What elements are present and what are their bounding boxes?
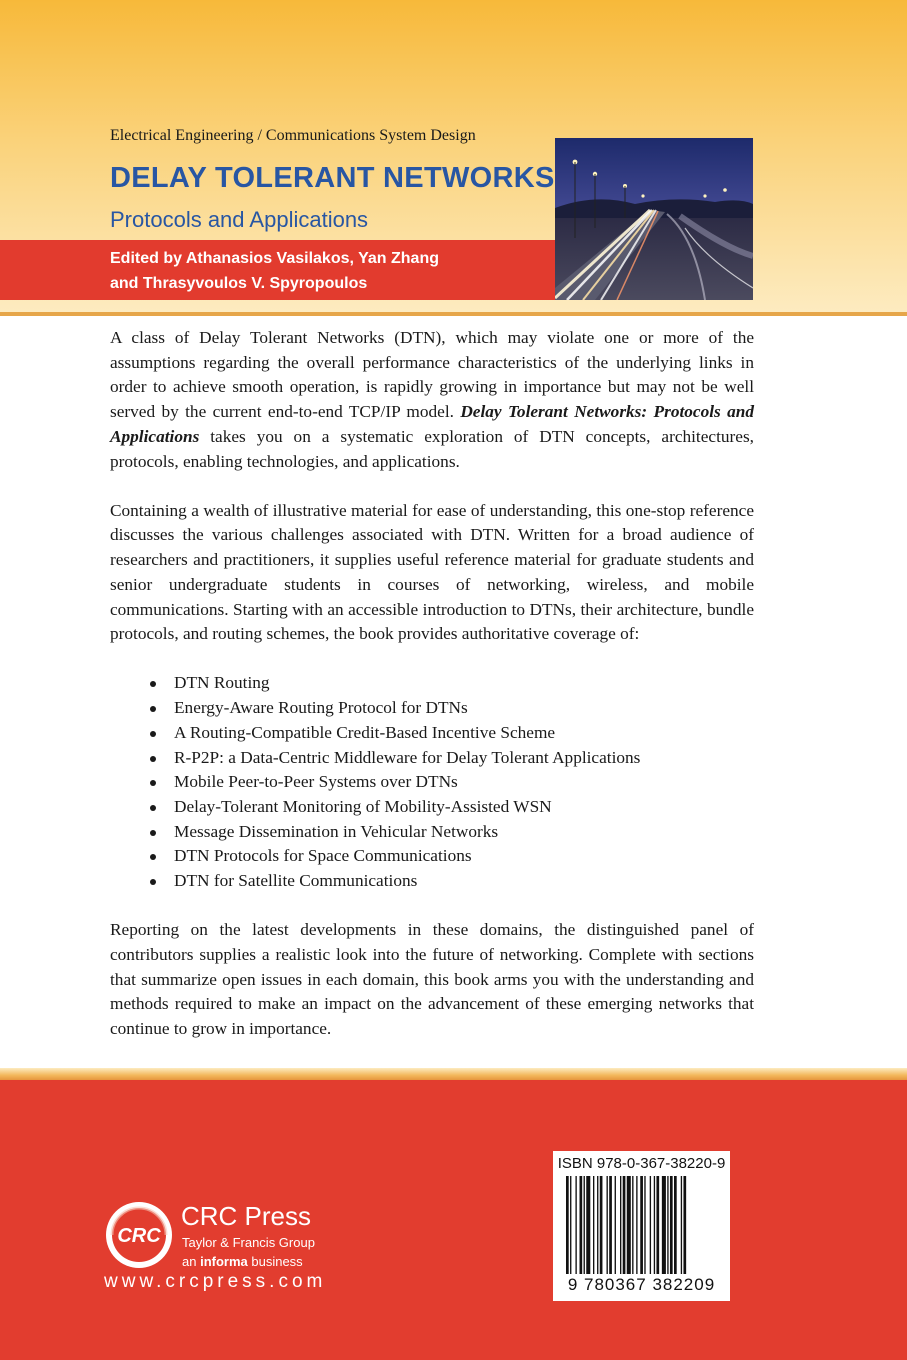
barcode-bar bbox=[566, 1176, 569, 1274]
tagline-bold: informa bbox=[200, 1254, 248, 1269]
intro-text: A class of Delay Tolerant Networks (DTN), which may violate one or more of the assumptions regarding the overall performance characteristics of the underlying links in order to achieve smooth operation, is rapidly growing in importance but may not be well served by the current end-to-end TCP/IP model. bbox=[110, 328, 754, 422]
barcode-bar bbox=[654, 1176, 655, 1274]
barcode-bar bbox=[644, 1176, 645, 1274]
isbn-barcode bbox=[553, 1151, 730, 1301]
overview-paragraph: Containing a wealth of illustrative material for ease of understanding, this one-stop reference discusses the various challenges associated with DTN. Written for a broad audience of researchers and practitioners, it supplies useful reference material for graduate students and senior undergraduate students in courses of networking, wireless, and mobile communications. Starting with an accessible introduction to DTNs, their architecture, bundle protocols, and routing schemes, the book provides authoritative coverage of: bbox=[110, 500, 754, 644]
tagline-pre: an bbox=[182, 1254, 201, 1269]
isbn-label: ISBN 978-0-367-38220-9 bbox=[557, 1155, 726, 1172]
editors-line-2: and Thrasyvoulos V. Spyropoulos bbox=[110, 275, 368, 292]
barcode-bar bbox=[627, 1176, 631, 1274]
barcode-bar bbox=[662, 1176, 666, 1274]
barcode-bar bbox=[674, 1176, 677, 1274]
barcode-bar bbox=[623, 1176, 626, 1274]
book-subtitle: Protocols and Applications bbox=[110, 207, 369, 232]
barcode-bar bbox=[640, 1176, 643, 1274]
barcode-bar bbox=[632, 1176, 633, 1274]
list-item: R-P2P: a Data-Centric Middleware for Delay Tolerant Applications bbox=[150, 746, 754, 771]
barcode-bar bbox=[681, 1176, 682, 1274]
barcode-bar bbox=[620, 1176, 621, 1274]
barcode-bar bbox=[584, 1176, 585, 1274]
list-item: DTN Protocols for Space Communications bbox=[150, 844, 754, 869]
crc-logo-icon bbox=[103, 1199, 175, 1271]
list-item: Energy-Aware Routing Protocol for DTNs bbox=[150, 696, 754, 721]
barcode-bar bbox=[615, 1176, 616, 1274]
coverage-list bbox=[110, 671, 754, 893]
header-divider bbox=[0, 312, 907, 316]
intro-paragraph bbox=[110, 326, 754, 474]
publisher-tagline bbox=[182, 1254, 303, 1269]
closing-paragraph: Reporting on the latest developments in these domains, the distinguished panel of contributors supplies a realistic look into the future of networking. Complete with sections that summarize open issues in each domain, this book arms you with the understanding and methods required to make an impact on the advancement of these emerging networks that continue to grow in importance. bbox=[110, 920, 754, 1039]
list-item: DTN Routing bbox=[150, 671, 754, 696]
barcode-bar bbox=[580, 1176, 583, 1274]
barcode-bar bbox=[683, 1176, 686, 1274]
barcode-bar bbox=[597, 1176, 598, 1274]
intro-text-cont: takes you on a systematic exploration of DTN concepts, architectures, protocols, enabling technologies, and applications. bbox=[110, 426, 754, 471]
night-highway-photo bbox=[555, 138, 753, 300]
category-label: Electrical Engineering / Communications System Design bbox=[110, 127, 476, 144]
footer-divider bbox=[0, 1068, 907, 1080]
publisher-name: CRC Press bbox=[181, 1201, 312, 1231]
barcode-bar bbox=[670, 1176, 673, 1274]
barcode-bar bbox=[636, 1176, 637, 1274]
barcode-bar bbox=[593, 1176, 594, 1274]
barcode-bar bbox=[607, 1176, 608, 1274]
list-item: Message Dissemination in Vehicular Networks bbox=[150, 820, 754, 845]
editors bbox=[110, 246, 550, 296]
barcode-digits: 9 780367 382209 bbox=[567, 1275, 716, 1294]
book-title-inline: Delay Tolerant Networks: Protocols and Applications bbox=[110, 402, 754, 446]
list-item: Delay-Tolerant Monitoring of Mobility-Assisted WSN bbox=[150, 795, 754, 820]
barcode-bar bbox=[570, 1176, 571, 1274]
tagline-post: business bbox=[247, 1254, 303, 1269]
barcode-bar bbox=[667, 1176, 668, 1274]
barcode-bar bbox=[650, 1176, 651, 1274]
barcode-bar bbox=[600, 1176, 603, 1274]
barcode-bar bbox=[656, 1176, 659, 1274]
list-item: A Routing-Compatible Credit-Based Incentive Scheme bbox=[150, 721, 754, 746]
description bbox=[110, 326, 754, 1066]
barcode-bar bbox=[609, 1176, 612, 1274]
list-item: Mobile Peer-to-Peer Systems over DTNs bbox=[150, 770, 754, 795]
barcode-bars bbox=[564, 1176, 719, 1274]
barcode-bar bbox=[575, 1176, 576, 1274]
publisher-website[interactable]: www.crcpress.com bbox=[104, 1271, 327, 1292]
publisher-group: Taylor & Francis Group bbox=[182, 1235, 315, 1250]
list-item: DTN for Satellite Communications bbox=[150, 869, 754, 894]
editors-line-1: Edited by Athanasios Vasilakos, Yan Zhang bbox=[110, 250, 439, 267]
barcode-bar bbox=[586, 1176, 590, 1274]
book-title: DELAY TOLERANT NETWORKS bbox=[110, 162, 555, 194]
crc-logo-text: CRC bbox=[117, 1225, 161, 1247]
